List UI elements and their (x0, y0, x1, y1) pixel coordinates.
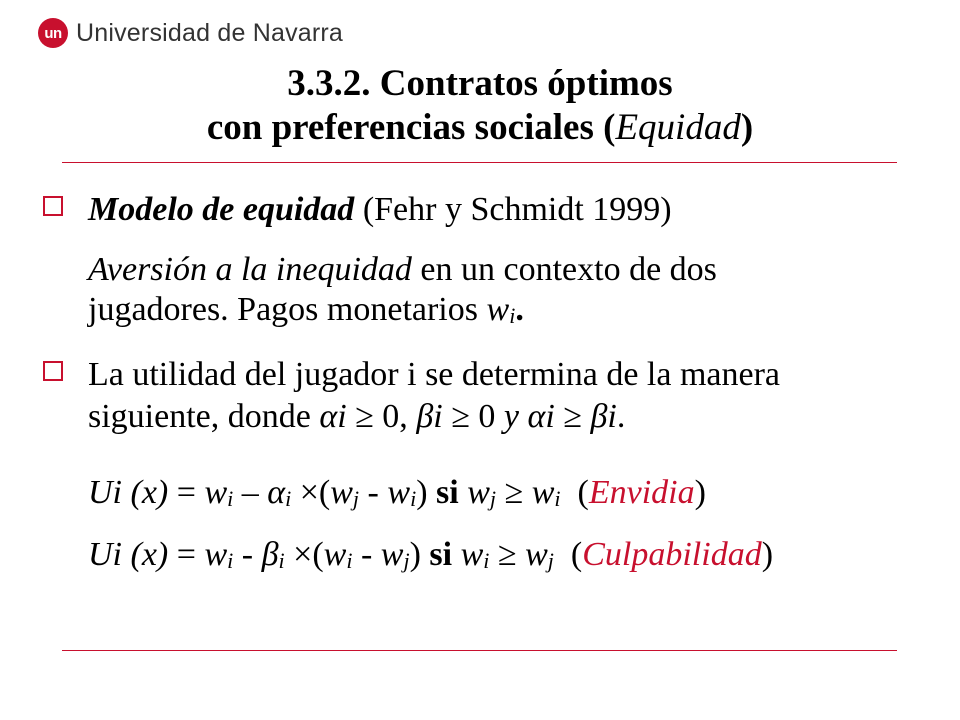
model-term: Modelo de equidad (88, 191, 355, 228)
f1-diff: - (359, 474, 388, 511)
label-culpabilidad: Culpabilidad (582, 536, 762, 573)
university-logo (38, 18, 343, 48)
cond-beta: βi (416, 398, 443, 435)
f1-lhs: Ui (x) (88, 474, 169, 511)
f1-sub: j (352, 486, 360, 511)
f1-label-close: ) (694, 474, 706, 511)
title-line-2-prefix: con preferencias sociales ( (206, 107, 616, 148)
f2-ge: ≥ (489, 536, 526, 573)
aversion-term: Aversión a la inequidad (88, 251, 412, 288)
f1-close: ) (416, 474, 437, 511)
f1-w: w (387, 474, 411, 511)
f1-sub: j (489, 486, 497, 511)
bottom-divider (62, 650, 897, 651)
f1-sub: i (410, 486, 417, 511)
formula-culpabilidad (88, 535, 773, 575)
f2-times: ×( (284, 536, 324, 573)
f1-minus: – (233, 474, 268, 511)
f2-label-close: ) (761, 536, 774, 573)
bullet-2-line-1: La utilidad del jugador i se determina de la manera (88, 356, 781, 393)
slide-title (60, 62, 900, 150)
f1-w: w (204, 474, 228, 511)
bullet-2-line-2-text: siguiente, donde (88, 398, 320, 435)
f2-sub: j (547, 548, 554, 573)
f1-label-open: ( (577, 474, 589, 511)
f1-sub: i (227, 486, 234, 511)
title-line-2 (60, 106, 900, 150)
payoff-w: w (486, 291, 510, 328)
f1-ge: ≥ (496, 474, 532, 511)
f2-w: w (525, 536, 548, 573)
f1-times: ×( (291, 474, 331, 511)
label-envidia: Envidia (588, 474, 695, 511)
f2-sub: i (227, 548, 234, 573)
cond-alpha: αi (319, 398, 347, 435)
bullet-1-line-3 (88, 290, 524, 330)
cond-ge-2: ≥ 0 (442, 398, 504, 435)
citation: (Fehr y Schmidt 1999) (354, 191, 672, 228)
cond-ge-3: ≥ (554, 398, 591, 435)
cond-y-alpha: y αi (503, 398, 555, 435)
bullet-1-line-1 (88, 190, 672, 230)
f1-w: w (330, 474, 353, 511)
f2-sub: j (403, 548, 410, 573)
title-line-1: 3.3.2. Contratos óptimos (287, 63, 673, 104)
f1-alpha: α (267, 474, 286, 511)
bullet-1-line-2-rest: en un contexto de dos (411, 251, 717, 288)
formula-envidia (88, 473, 706, 513)
payoff-sub: i (509, 303, 516, 328)
f2-sub: i (483, 548, 490, 573)
f2-diff: - (352, 536, 381, 573)
f2-label-open: ( (570, 536, 583, 573)
bullet-square-icon (43, 196, 63, 216)
f1-sub: i (554, 486, 561, 511)
f2-lhs: Ui (x) (88, 536, 169, 573)
bullet-2-line-2-end: . (616, 398, 626, 435)
f1-eq: = (168, 474, 205, 511)
bullet-square-icon (43, 361, 63, 381)
payoff-period: . (515, 291, 524, 328)
f1-si: si (436, 474, 459, 511)
bullet-2-line-2 (88, 397, 625, 437)
f2-si: si (429, 536, 453, 573)
f2-sub: i (278, 548, 285, 573)
f2-w: w (380, 536, 404, 573)
f1-sub: i (285, 486, 292, 511)
f2-w: w (460, 536, 484, 573)
title-line-2-suffix: ) (740, 107, 754, 148)
f1-w: w (531, 474, 555, 511)
f2-w: w (323, 536, 347, 573)
bullet-1-line-2 (88, 250, 717, 290)
cond-beta-2: βi (590, 398, 617, 435)
logo-text: Universidad de Navarra (76, 18, 344, 47)
cond-ge-1: ≥ 0, (346, 398, 417, 435)
title-equidad: Equidad (615, 107, 741, 148)
f2-sub: i (346, 548, 353, 573)
bullet-1-line-3-text: jugadores. Pagos monetarios (88, 291, 487, 328)
logo-mark-icon: un (38, 18, 68, 48)
f1-w: w (467, 474, 490, 511)
f2-eq: = (168, 536, 205, 573)
f2-close: ) (409, 536, 430, 573)
f2-w: w (204, 536, 228, 573)
f2-minus: - (233, 536, 262, 573)
top-divider (62, 162, 897, 163)
f2-beta: β (261, 536, 279, 573)
